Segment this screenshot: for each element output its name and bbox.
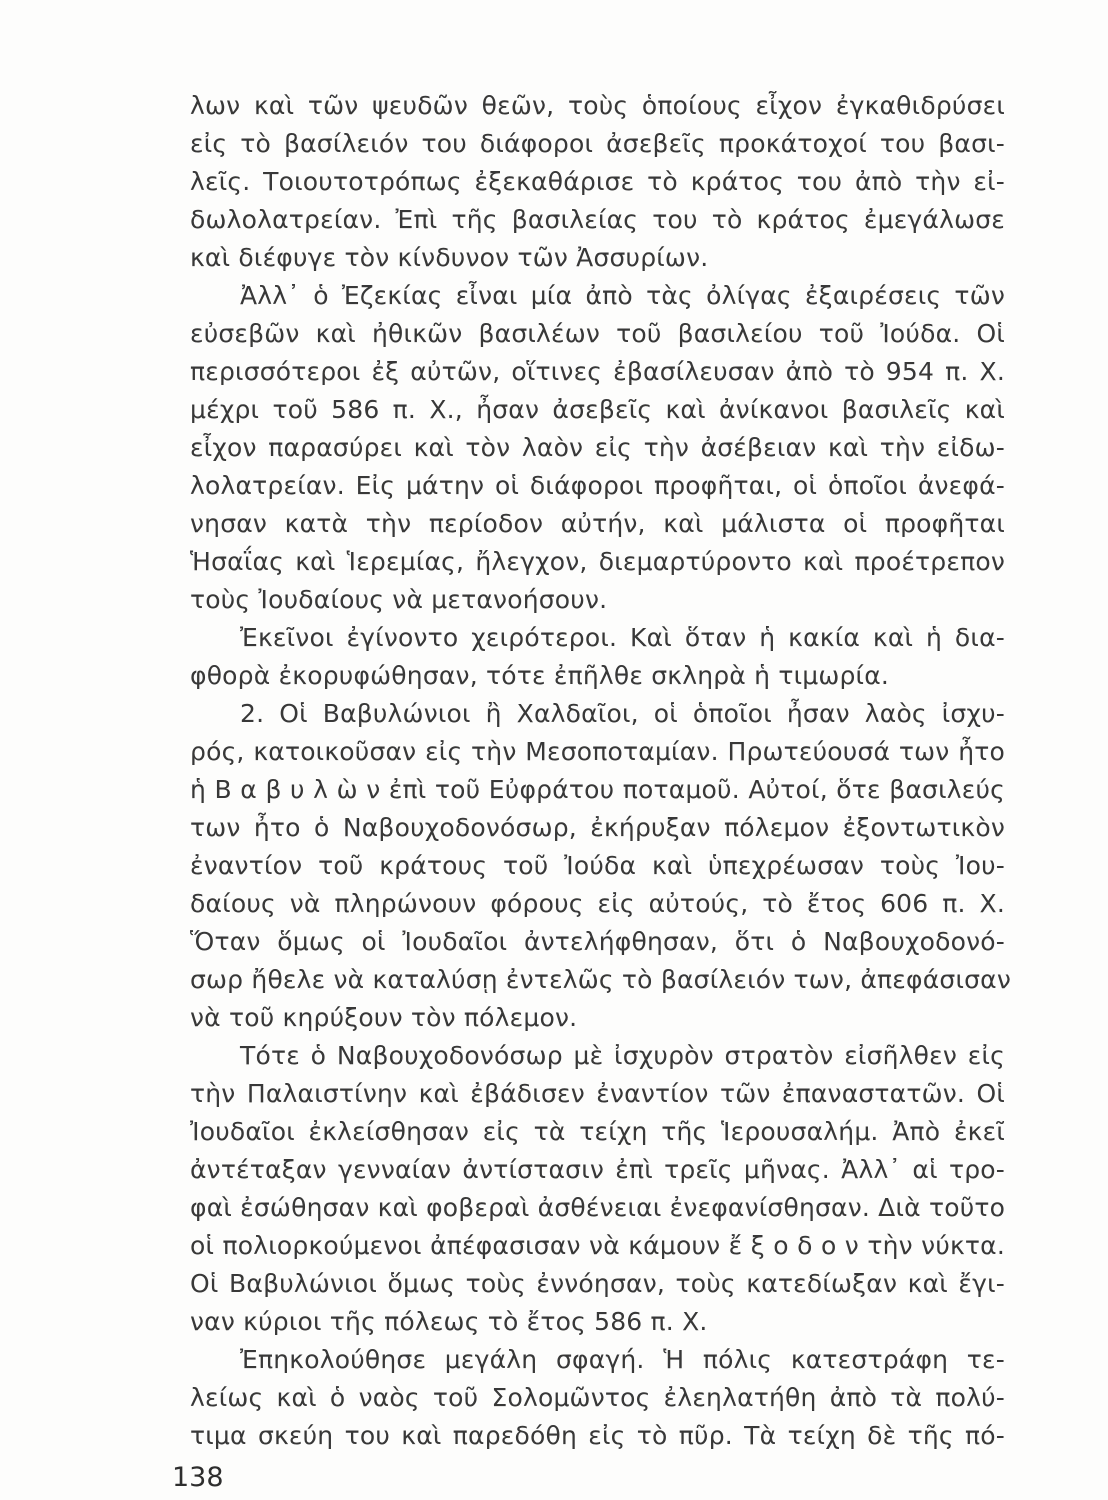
text-line: λολατρείαν. Εἰς μάτην οἱ διάφοροι προφῆται, οἱ ὁποῖοι ἀνεφά- (190, 471, 1005, 500)
text-line: 2. Οἱ Βαβυλώνιοι ἢ Χαλδαῖοι, οἱ ὁποῖοι ἦσαν λαὸς ἰσχυ- (240, 699, 1005, 728)
text-line: Ἀλλ᾽ ὁ Ἐζεκίας εἶναι μία ἀπὸ τὰς ὀλίγας ἐξαιρέσεις τῶν (240, 281, 1005, 310)
text-line: οἱ πολιορκούμενοι ἀπέφασισαν νὰ κάμουν ἔ ξ ο δ ο ν τὴν νύκτα. (190, 1231, 1005, 1260)
text-line: λεῖς. Τοιουτοτρόπως ἐξεκαθάρισε τὸ κράτος του ἀπὸ τὴν εἰ- (190, 167, 1005, 196)
text-line: καὶ διέφυγε τὸν κίνδυνον τῶν Ἀσσυρίων. (190, 243, 709, 272)
text-line: ἡ Β α β υ λ ὼ ν ἐπὶ τοῦ Εὐφράτου ποταμοῦ. Αὐτοί, ὅτε βασιλεύς (190, 775, 1005, 804)
text-line: τὴν Παλαιστίνην καὶ ἐβάδισεν ἐναντίον τῶν ἐπαναστατῶν. Οἱ (190, 1079, 1005, 1108)
text-line: ναν κύριοι τῆς πόλεως τὸ ἔτος 586 π. Χ. (190, 1307, 708, 1336)
text-line: φθορὰ ἐκορυφώθησαν, τότε ἐπῆλθε σκληρὰ ἡ τιμωρία. (190, 661, 890, 690)
text-line: νὰ τοῦ κηρύξουν τὸν πόλεμον. (190, 1003, 578, 1032)
text-line: τιμα σκεύη του καὶ παρεδόθη εἰς τὸ πῦρ. Τὰ τείχη δὲ τῆς πό- (190, 1421, 1005, 1450)
text-line: Ὅταν ὅμως οἱ Ἰουδαῖοι ἀντελήφθησαν, ὅτι ὁ Ναβουχοδονό- (190, 927, 1005, 956)
text-line: Οἱ Βαβυλώνιοι ὅμως τοὺς ἐννόησαν, τοὺς κατεδίωξαν καὶ ἔγι- (190, 1269, 1005, 1298)
text-line: φαὶ ἐσώθησαν καὶ φοβεραὶ ἀσθένειαι ἐνεφανίσθησαν. Διὰ τοῦτο (190, 1193, 1006, 1222)
page-number: 138 (172, 1462, 224, 1493)
text-line: νησαν κατὰ τὴν περίοδον αὐτήν, καὶ μάλιστα οἱ προφῆται (190, 509, 1005, 538)
text-line: λων καὶ τῶν ψευδῶν θεῶν, τοὺς ὁποίους εἶχον ἐγκαθιδρύσει (190, 91, 1005, 120)
text-line: δαίους νὰ πληρώνουν φόρους εἰς αὐτούς, τὸ ἔτος 606 π. Χ. (190, 889, 1005, 918)
text-line: σωρ ἤθελε νὰ καταλύσῃ ἐντελῶς τὸ βασίλειόν των, ἀπεφάσισαν (190, 965, 1011, 994)
text-line: των ἦτο ὁ Ναβουχοδονόσωρ, ἐκήρυξαν πόλεμον ἐξοντωτικὸν (190, 813, 1005, 842)
text-line: εἰς τὸ βασίλειόν του διάφοροι ἀσεβεῖς προκάτοχοί του βασι- (190, 129, 1005, 158)
text-line: εἶχον παρασύρει καὶ τὸν λαὸν εἰς τὴν ἀσέβειαν καὶ τὴν εἰδω- (190, 433, 1005, 462)
text-line: περισσότεροι ἐξ αὐτῶν, οἵτινες ἐβασίλευσαν ἀπὸ τὸ 954 π. Χ. (190, 357, 1005, 386)
text-line: Ἡσαΐας καὶ Ἱερεμίας, ἤλεγχον, διεμαρτύροντο καὶ προέτρεπον (190, 547, 1005, 576)
text-line: εὐσεβῶν καὶ ἠθικῶν βασιλέων τοῦ βασιλείου τοῦ Ἰούδα. Οἱ (190, 319, 1005, 348)
text-line: λείως καὶ ὁ ναὸς τοῦ Σολομῶντος ἐλεηλατήθη ἀπὸ τὰ πολύ- (190, 1383, 1005, 1412)
text-line: Ἐπηκολούθησε μεγάλη σφαγή. Ἡ πόλις κατεστράφη τε- (240, 1345, 1005, 1374)
text-line: ἐναντίον τοῦ κράτους τοῦ Ἰούδα καὶ ὑπεχρέωσαν τοὺς Ἰου- (190, 851, 1005, 880)
text-line: ἀντέταξαν γενναίαν ἀντίστασιν ἐπὶ τρεῖς μῆνας. Ἀλλ᾽ αἱ τρο- (190, 1155, 1005, 1184)
text-line: τοὺς Ἰουδαίους νὰ μετανοήσουν. (190, 585, 608, 614)
text-line: δωλολατρείαν. Ἐπὶ τῆς βασιλείας του τὸ κράτος ἐμεγάλωσε (190, 205, 1005, 234)
text-line: Ἐκεῖνοι ἐγίνοντο χειρότεροι. Καὶ ὅταν ἡ κακία καὶ ἡ δια- (240, 623, 1005, 652)
text-line: μέχρι τοῦ 586 π. Χ., ἦσαν ἀσεβεῖς καὶ ἀνίκανοι βασιλεῖς καὶ (190, 395, 1005, 424)
text-line: ρός, κατοικοῦσαν εἰς τὴν Μεσοποταμίαν. Πρωτεύουσά των ἦτο (190, 737, 1005, 766)
text-line: Ἰουδαῖοι ἐκλείσθησαν εἰς τὰ τείχη τῆς Ἱερουσαλήμ. Ἀπὸ ἐκεῖ (190, 1117, 1005, 1146)
text-line: Τότε ὁ Ναβουχοδονόσωρ μὲ ἰσχυρὸν στρατὸν εἰσῆλθεν εἰς (240, 1041, 1005, 1070)
